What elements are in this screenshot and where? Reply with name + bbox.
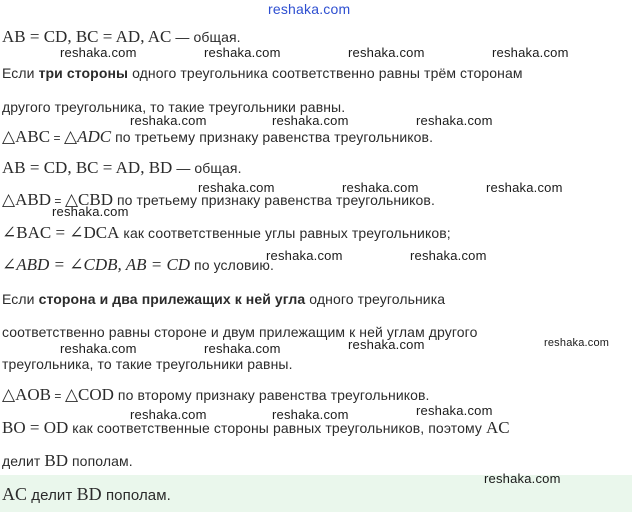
watermark: reshaka.com xyxy=(492,45,569,60)
math-ac: AC xyxy=(2,484,28,504)
text-segment: по второму признаку равенства треугольников. xyxy=(113,387,430,403)
text-segment: пополам. xyxy=(68,453,133,469)
watermark: reshaka.com xyxy=(348,337,425,352)
text-line-2 xyxy=(2,64,523,82)
text-segment: по условию. xyxy=(190,257,275,273)
bold-side-and-angles: сторона и два прилежащих к ней угла xyxy=(38,291,306,307)
text-segment: другого треугольника, то такие треугольники равны. xyxy=(2,99,346,115)
text-line-11 xyxy=(2,355,293,373)
watermark: reshaka.com xyxy=(266,248,343,263)
math-triangle-cod: △COD xyxy=(64,385,114,404)
text-line-1 xyxy=(2,28,241,46)
math-triangle-cbd: △CBD xyxy=(64,190,113,209)
text-line-13 xyxy=(2,419,510,437)
math-bd: BD xyxy=(76,484,102,504)
math-ac: AC xyxy=(485,418,510,437)
watermark: reshaka.com xyxy=(544,337,610,349)
site-header-link[interactable]: reshaka.com xyxy=(268,1,351,17)
math-triangle-abd: △ABD xyxy=(2,190,51,209)
text-line-8 xyxy=(2,256,274,274)
equals-sign: = xyxy=(50,389,65,403)
text-segment: по третьему признаку равенства треугольников. xyxy=(111,129,434,145)
text-segment: как соответственные углы равных треугольников; xyxy=(119,225,451,241)
equals-sign: = xyxy=(50,194,65,208)
text-segment: по третьему признаку равенства треугольников. xyxy=(112,192,435,208)
math-angles-equal: ∠BAC = ∠DCA xyxy=(2,223,120,242)
watermark: reshaka.com xyxy=(272,113,349,128)
text-common: — общая. xyxy=(172,160,242,176)
text-segment: пополам. xyxy=(101,487,171,504)
text-segment: делит xyxy=(27,487,77,504)
text-common: — общая. xyxy=(171,29,241,45)
watermark: reshaka.com xyxy=(60,45,137,60)
text-line-4 xyxy=(2,128,433,147)
text-segment: соответственно равны стороне и двум прилежащим к ней углам другого xyxy=(2,324,478,340)
math-sides-equal: AB = CD, BC = AD, AC xyxy=(2,27,172,46)
watermark: reshaka.com xyxy=(416,403,493,418)
watermark: reshaka.com xyxy=(342,180,419,195)
text-segment: одного треугольника соответственно равны трём сторонам xyxy=(128,65,523,81)
watermark: reshaka.com xyxy=(52,204,129,219)
text-line-14 xyxy=(2,452,133,470)
text-line-5 xyxy=(2,159,242,177)
watermark: reshaka.com xyxy=(130,407,207,422)
math-angles-sides: ∠ABD = ∠CDB, AB = CD xyxy=(2,255,191,274)
text-line-12 xyxy=(2,386,430,405)
text-line-7 xyxy=(2,224,451,242)
math-bo-od: BO = OD xyxy=(2,418,69,437)
text-segment: треугольника, то такие треугольники равны. xyxy=(2,356,293,372)
math-triangle-adc: △ADC xyxy=(64,127,112,146)
text-segment: как соответственные стороны равных треугольников, поэтому xyxy=(68,420,486,436)
bold-three-sides: три стороны xyxy=(38,65,129,81)
text-segment: Если xyxy=(2,65,39,81)
watermark: reshaka.com xyxy=(204,45,281,60)
text-line-9 xyxy=(2,290,445,308)
watermark: reshaka.com xyxy=(130,113,207,128)
equals-sign: = xyxy=(50,131,65,145)
watermark: reshaka.com xyxy=(204,341,281,356)
watermark: reshaka.com xyxy=(416,113,493,128)
watermark: reshaka.com xyxy=(60,341,137,356)
watermark: reshaka.com xyxy=(198,180,275,195)
math-triangle-aob: △AOB xyxy=(2,385,51,404)
math-sides-equal: AB = CD, BC = AD, BD xyxy=(2,158,173,177)
watermark: reshaka.com xyxy=(272,407,349,422)
math-triangle-abc: △ABC xyxy=(2,127,51,146)
answer-line xyxy=(2,485,171,505)
watermark: reshaka.com xyxy=(486,180,563,195)
text-segment: одного треугольника xyxy=(305,291,446,307)
watermark: reshaka.com xyxy=(348,45,425,60)
math-bd: BD xyxy=(44,451,69,470)
watermark: reshaka.com xyxy=(410,248,487,263)
text-segment: Если xyxy=(2,291,39,307)
text-segment: делит xyxy=(2,453,45,469)
watermark: reshaka.com xyxy=(484,471,561,486)
